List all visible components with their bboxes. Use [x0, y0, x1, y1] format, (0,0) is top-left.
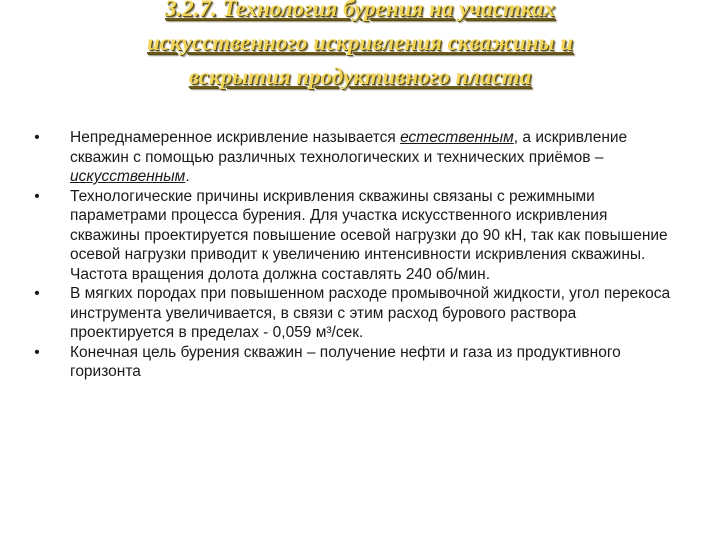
- bullet-text: , а искривление скважин с помощью различных технологических и технических приёмов –: [70, 129, 628, 166]
- bullet-dot-icon: •: [34, 187, 40, 205]
- bullet-dot-icon: •: [34, 129, 40, 146]
- emphasized-term: искусственным: [70, 168, 186, 185]
- bullet-item: [30, 128, 680, 187]
- bullet-dot-icon: •: [34, 285, 40, 302]
- emphasized-term: естественным: [400, 129, 514, 146]
- bullet-item: [30, 343, 680, 382]
- bullet-text: Технологические причины искривления скважины связаны с режимными параметрами процесса бурения. Для участка искусственного искривления скважины проектируется повышение осевой нагрузки до 90 кН, так как повышение осевой нагрузки приводит к увеличению интенсивности искривления скважины. Частота вращения долота должна составлять 240 об/мин.: [70, 187, 668, 283]
- bullet-item: [30, 187, 680, 285]
- slide-title-line-3: вскрытия продуктивного пласта: [188, 64, 532, 89]
- bullet-dot-icon: •: [34, 343, 40, 361]
- bullet-text: Конечная цель бурения скважин – получение нефти и газа из продуктивного горизонта: [70, 343, 621, 380]
- bullet-text: .: [185, 168, 190, 185]
- bullet-list: [30, 128, 680, 382]
- slide-title-line-1: 3.2.7. Технология бурения на участках: [165, 0, 555, 21]
- slide-title-line-2: искусственного искривления скважины и: [147, 30, 573, 55]
- bullet-text: Непреднамеренное искривление называется: [70, 129, 401, 146]
- bullet-item: [30, 284, 680, 343]
- bullet-text: В мягких породах при повышенном расходе промывочной жидкости, угол перекоса инструмента увеличивается, в связи с этим расход бурового раствора проектируется в пределах - 0,059 м³/сек.: [70, 285, 671, 341]
- slide-title: [60, 0, 660, 94]
